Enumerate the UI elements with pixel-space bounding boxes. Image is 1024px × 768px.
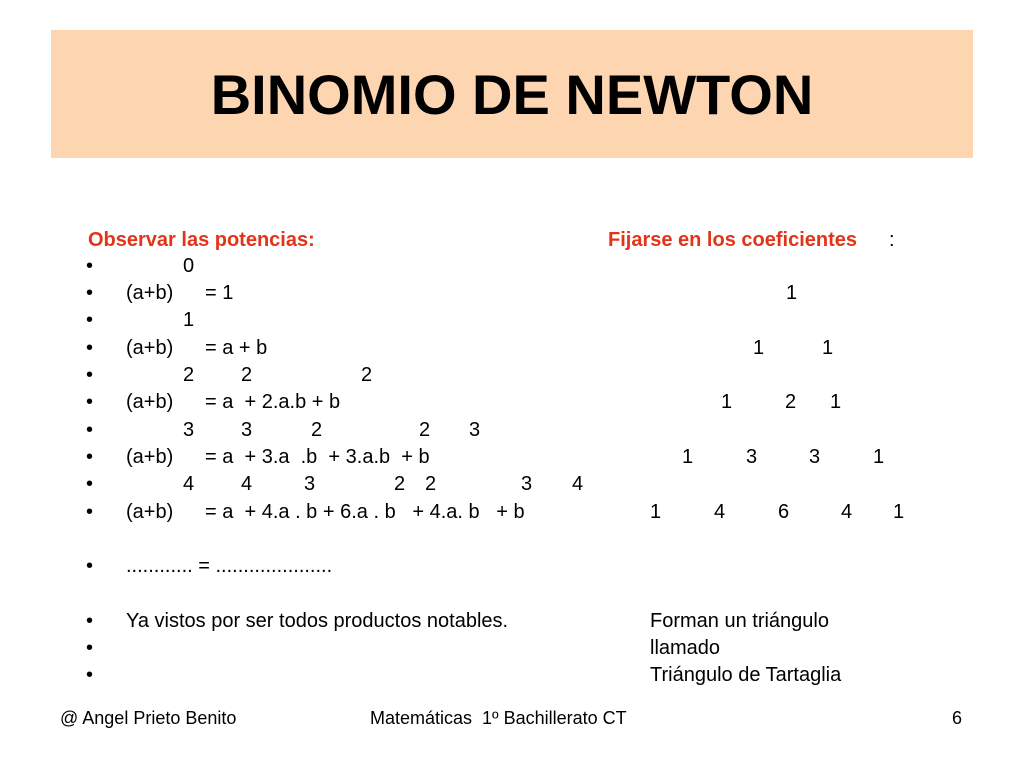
bullet-marker: • [86,555,94,577]
exponent: 0 [183,255,195,277]
bullet-marker: • [86,337,94,359]
exponent: 2 [419,419,431,441]
note-called: llamado [650,637,721,659]
exponent: 2 [425,473,437,495]
bullet-marker: • [86,473,94,495]
expansion: = 1 [205,282,234,304]
exponent: 2 [183,364,195,386]
binomial-base: (a+b) [126,282,174,304]
note-tartaglia: Triángulo de Tartaglia [650,664,842,686]
bullet-marker: • [86,610,94,632]
exponent: 3 [241,419,253,441]
ellipsis-line: ............ = ..................... [126,555,333,577]
footer-page-number: 6 [952,708,963,728]
coefficient: 1 [873,446,885,468]
coefficient: 1 [893,501,905,523]
coefficient: 1 [822,337,834,359]
note-triangle: Forman un triángulo [650,610,829,632]
exponent: 3 [304,473,316,495]
exponent: 2 [361,364,373,386]
expansion: = a + 4.a . b + 6.a . b + 4.a. b + b [205,501,525,523]
binomial-base: (a+b) [126,446,174,468]
bullet-marker: • [86,664,94,686]
coefficient: 1 [753,337,765,359]
coefficient: 4 [841,501,853,523]
exponent: 2 [394,473,406,495]
heading-coefficients-colon: : [889,229,895,251]
exponent: 4 [183,473,195,495]
bullet-marker: • [86,391,94,413]
coefficient: 1 [786,282,798,304]
coefficient: 6 [778,501,790,523]
coefficient: 1 [682,446,694,468]
expansion: = a + 3.a .b + 3.a.b + b [205,446,430,468]
bullet-marker: • [86,501,94,523]
binomial-base: (a+b) [126,391,174,413]
coefficient: 1 [830,391,842,413]
exponent: 4 [241,473,253,495]
exponent: 3 [521,473,533,495]
bullet-marker: • [86,419,94,441]
exponent: 2 [311,419,323,441]
slide-title: BINOMIO DE NEWTON [210,62,814,126]
title-banner [51,30,973,158]
bullet-marker: • [86,282,94,304]
footer-author: @ Angel Prieto Benito [60,708,237,728]
bullet-marker: • [86,637,94,659]
coefficient: 3 [746,446,758,468]
footer-course: Matemáticas 1º Bachillerato CT [370,708,627,728]
coefficient: 4 [714,501,726,523]
coefficient: 1 [650,501,662,523]
binomial-base: (a+b) [126,337,174,359]
expansion: = a + b [205,337,268,359]
exponent: 3 [183,419,195,441]
bullet-marker: • [86,255,94,277]
bullet-marker: • [86,364,94,386]
binomial-base: (a+b) [126,501,174,523]
bullet-marker: • [86,446,94,468]
expansion: = a + 2.a.b + b [205,391,341,413]
exponent: 3 [469,419,481,441]
note-products: Ya vistos por ser todos productos notables. [126,610,509,632]
bullet-marker: • [86,309,94,331]
exponent: 2 [241,364,253,386]
heading-coefficients: Fijarse en los coeficientes [608,229,857,251]
coefficient: 1 [721,391,733,413]
exponent: 1 [183,309,195,331]
heading-powers: Observar las potencias: [88,229,315,251]
coefficient: 2 [785,391,797,413]
coefficient: 3 [809,446,821,468]
exponent: 4 [572,473,584,495]
